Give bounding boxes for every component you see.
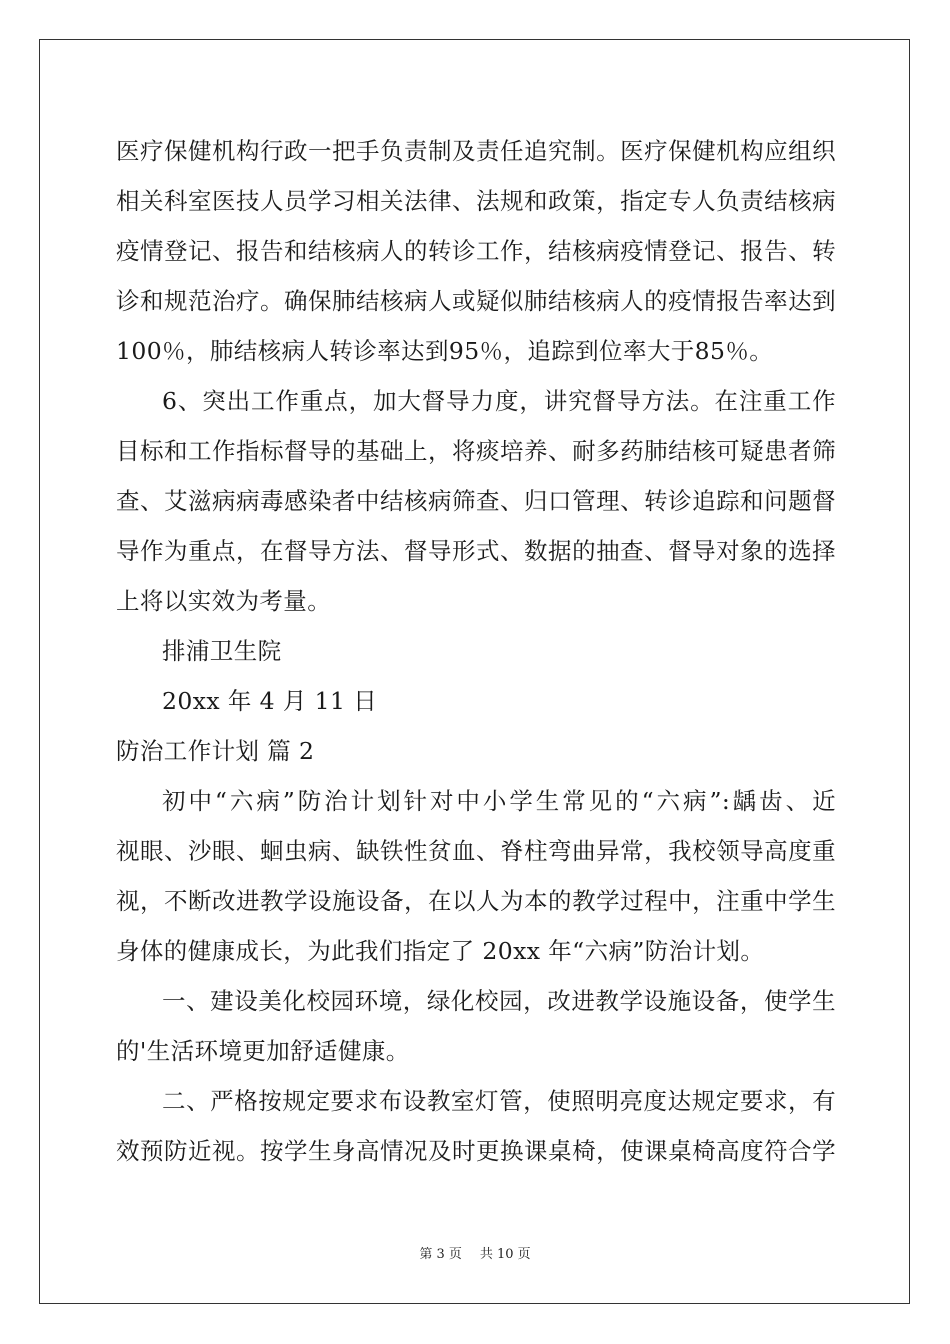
text-line: 的'生活环境更加舒适健康。 <box>116 1037 410 1065</box>
text-line: 100％，肺结核病人转诊率达到95％，追踪到位率大于85％。 <box>116 337 774 365</box>
text-line: 身体的健康成长，为此我们指定了 20xx 年“六病”防治计划。 <box>116 937 765 965</box>
text-line: 相关科室医技人员学习相关法律、法规和政策，指定专人负责结核病 <box>116 187 836 215</box>
text-line: 目标和工作指标督导的基础上，将痰培养、耐多药肺结核可疑患者筛 <box>116 437 836 465</box>
page-total: 共 10 页 <box>479 1247 531 1262</box>
paragraph-start: 初中“六病”防治计划针对中小学生常见的“六病”:龋齿、近 <box>162 787 836 815</box>
text-line: 上将以实效为考量。 <box>116 587 332 615</box>
text-line: 查、艾滋病病毒感染者中结核病筛查、归口管理、转诊追踪和问题督 <box>116 487 836 515</box>
text-line: 效预防近视。按学生身高情况及时更换课桌椅，使课桌椅高度符合学 <box>116 1137 836 1165</box>
text-line: 诊和规范治疗。确保肺结核病人或疑似肺结核病人的疫情报告率达到 <box>116 287 836 315</box>
text-line: 视眼、沙眼、蛔虫病、缺铁性贫血、脊柱弯曲异常，我校领导高度重 <box>116 837 836 865</box>
paragraph-start: 一、建设美化校园环境，绿化校园，改进教学设施设备，使学生 <box>162 987 836 1015</box>
page-footer <box>0 1246 950 1264</box>
text-line: 视，不断改进教学设施设备，在以人为本的教学过程中，注重中学生 <box>116 887 836 915</box>
signature-organization: 排浦卫生院 <box>162 637 282 665</box>
page-number: 第 3 页 <box>419 1247 462 1262</box>
text-line: 导作为重点，在督导方法、督导形式、数据的抽查、督导对象的选择 <box>116 537 836 565</box>
text-line: 疫情登记、报告和结核病人的转诊工作，结核病疫情登记、报告、转 <box>116 237 836 265</box>
paragraph-start: 6、突出工作重点，加大督导力度，讲究督导方法。在注重工作 <box>162 387 836 415</box>
paragraph-start: 二、严格按规定要求布设教室灯管，使照明亮度达规定要求，有 <box>162 1087 836 1115</box>
signature-date: 20xx 年 4 月 11 日 <box>162 687 378 715</box>
text-line: 医疗保健机构行政一把手负责制及责任追究制。医疗保健机构应组织 <box>116 137 836 165</box>
section-heading: 防治工作计划 篇 2 <box>116 737 315 765</box>
